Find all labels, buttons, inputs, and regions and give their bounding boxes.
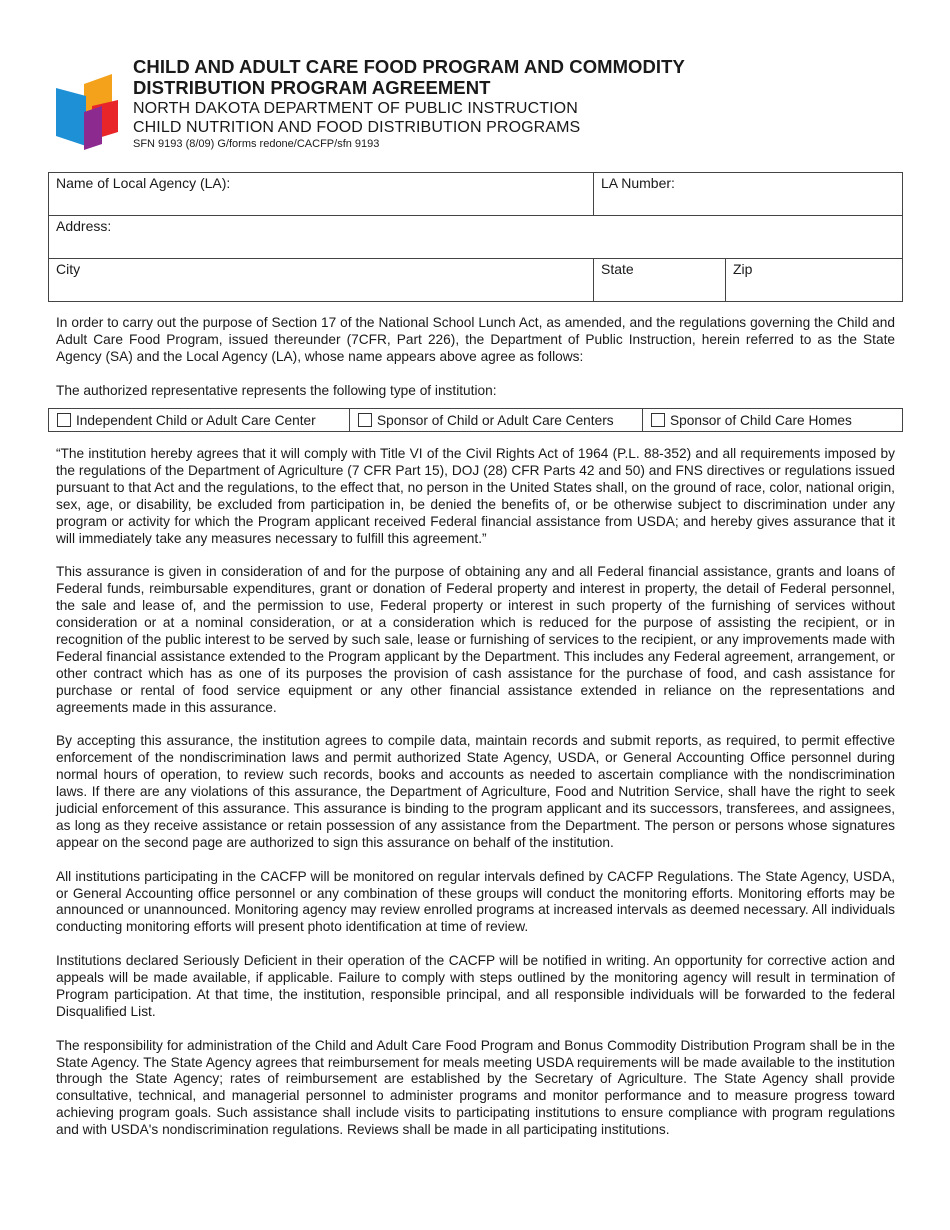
division-name: CHILD NUTRITION AND FOOD DISTRIBUTION PROGRAMS [133,119,581,136]
institution-option-label: Sponsor of Child Care Homes [670,412,852,428]
form-title-line2: DISTRIBUTION PROGRAM AGREEMENT [133,77,491,98]
institution-option-label: Independent Child or Adult Care Center [76,412,316,428]
sponsor-centers-checkbox[interactable] [358,413,372,427]
local-agency-label: Name of Local Agency (LA): [56,175,231,191]
nd-dpi-logo-icon [56,66,122,150]
la-number-label: LA Number: [601,175,675,191]
institution-type-table [48,408,903,432]
agency-info-table [48,172,903,302]
logo-purple-shape [84,106,102,150]
local-agency-field[interactable] [49,173,594,216]
address-field[interactable] [49,216,903,259]
civil-rights-paragraph: “The institution hereby agrees that it will comply with Title VI of the Civil Rights Act of 1964 (P.L. 88-352) and all requirements imposed by the regulations of the Department of Agriculture (7 CFR Part 15), DOJ (28) CFR Parts 42 and 50) and FNS directives or regulations issued pursuant to that Act and the regulations, to the effect that, no person in the United States shall, on the ground of race, color, national origin, sex, age, or disability, be excluded from participation in, be denied the benefits of, or be otherwise subject to discrimination under any program or activity for which the Program applicant received Federal financial assistance from USDA; and hereby gives assurance that it will immediately take any measures necessary to fulfill this agreement.” [56,446,895,546]
state-label: State [601,261,634,277]
header-titles [133,56,685,151]
address-label: Address: [56,218,112,234]
form-number: SFN 9193 (8/09) G/forms redone/CACFP/sfn 9193 [133,138,380,150]
form-header [56,56,916,156]
state-agency-responsibility-paragraph: The responsibility for administration of the Child and Adult Care Food Program and Bonus Commodity Distribution Program shall be in the State Agency. The State Agency agrees that reimbursement for meals meeting USDA requirements will be made available to the institution through the State Agency; rates of reimbursement are established by the Secretary of Agriculture. The State Agency shall provide consultative, technical, and managerial personnel to administer programs and monitor performance and to measure progress toward achieving program goals. Such assistance shall include visits to participating institutions to ensure compliance with program regulations and with USDA's nondiscrimination regulations. Reviews shall be made in all participating institutions. [56,1037,895,1138]
logo-blue-shape [56,88,86,146]
department-name: NORTH DAKOTA DEPARTMENT OF PUBLIC INSTRUCTION [133,100,578,117]
city-label: City [56,261,81,277]
independent-checkbox[interactable] [57,413,71,427]
institution-option-label: Sponsor of Child or Adult Care Centers [377,412,614,428]
state-field[interactable] [594,259,726,302]
monitoring-paragraph: All institutions participating in the CACFP will be monitored on regular intervals defined by CACFP Regulations. The State Agency, USDA, or General Accounting office personnel or any combination of these groups will conduct the monitoring efforts. Monitoring efforts may be announced or unannounced. Monitoring agency may review enrolled programs at increased intervals as deemed necessary. All individuals conducting monitoring efforts will present photo identification at time of review. [56,868,895,935]
agreement-body [56,446,895,1156]
sponsor-homes-checkbox[interactable] [651,413,665,427]
institution-option-independent[interactable] [49,409,350,432]
la-number-field[interactable] [594,173,903,216]
zip-label: Zip [733,261,753,277]
form-title-line1: CHILD AND ADULT CARE FOOD PROGRAM AND COMMODITY [133,56,685,77]
institution-option-sponsor-centers[interactable] [350,409,643,432]
intro-paragraph: In order to carry out the purpose of Section 17 of the National School Lunch Act, as amended, and the regulations governing the Child and Adult Care Food Program, issued thereunder (7CFR, Part 226), the Department of Public Instruction, herein referred to as the State Agency (SA) and the Local Agency (LA), whose name appears above agree as follows: [56,315,895,364]
seriously-deficient-paragraph: Institutions declared Seriously Deficient in their operation of the CACFP will be notified in writing. An opportunity for corrective action and appeals will be made available, if applicable. Failure to comply with steps outlined by the monitoring agency will result in termination of Program participation. At that time, the institution, responsible principal, and all responsible individuals will be forwarded to the federal Disqualified List. [56,953,895,1019]
city-field[interactable] [49,259,594,302]
records-reports-paragraph: By accepting this assurance, the institution agrees to compile data, maintain records and submit reports, as required, to permit effective enforcement of the nondiscrimination laws and permit authorized State Agency, USDA, or General Accounting Office personnel during normal hours of operation, to review such records, books and accounts as needed to ascertain compliance with the nondiscrimination laws. If there are any violations of this assurance, the Department of Agriculture, Food and Nutrition Service, shall have the right to seek judicial enforcement of this assurance. This assurance is binding to the program applicant and its successors, transferees, and assignees, as long as they receive assistance or retain possession of any assistance from the Department. The person or persons whose signatures appear on the second page are authorized to sign this assurance on behalf of the institution. [56,733,895,850]
intro-section [56,315,895,416]
institution-option-sponsor-homes[interactable] [643,409,903,432]
assurance-consideration-paragraph: This assurance is given in consideration of and for the purpose of obtaining any and all Federal financial assistance, grants and loans of Federal funds, reimbursable expenditures, grant or donation of Federal property and interest in property, the detail of Federal personnel, the sale and lease of, and the permission to use, Federal property or interest in such property of the furnishing of services without consideration or at a nominal consideration, or at a consideration which is reduced for the purpose of assisting the recipient, or in recognition of the public interest to be served by such sale, lease or furnishing of services to the recipient, or any improvements made with Federal financial assistance extended to the Program applicant by the Department. This includes any Federal agreement, arrangement, or other contract which has as one of its purposes the provision of cash assistance for the purchase of food, and cash assistance for purchase or rental of food service equipment or any other financial assistance extended in reliance on the representations and agreements made in this assurance. [56,564,895,715]
institution-prompt: The authorized representative represents the following type of institution: [56,382,497,398]
zip-field[interactable] [726,259,903,302]
